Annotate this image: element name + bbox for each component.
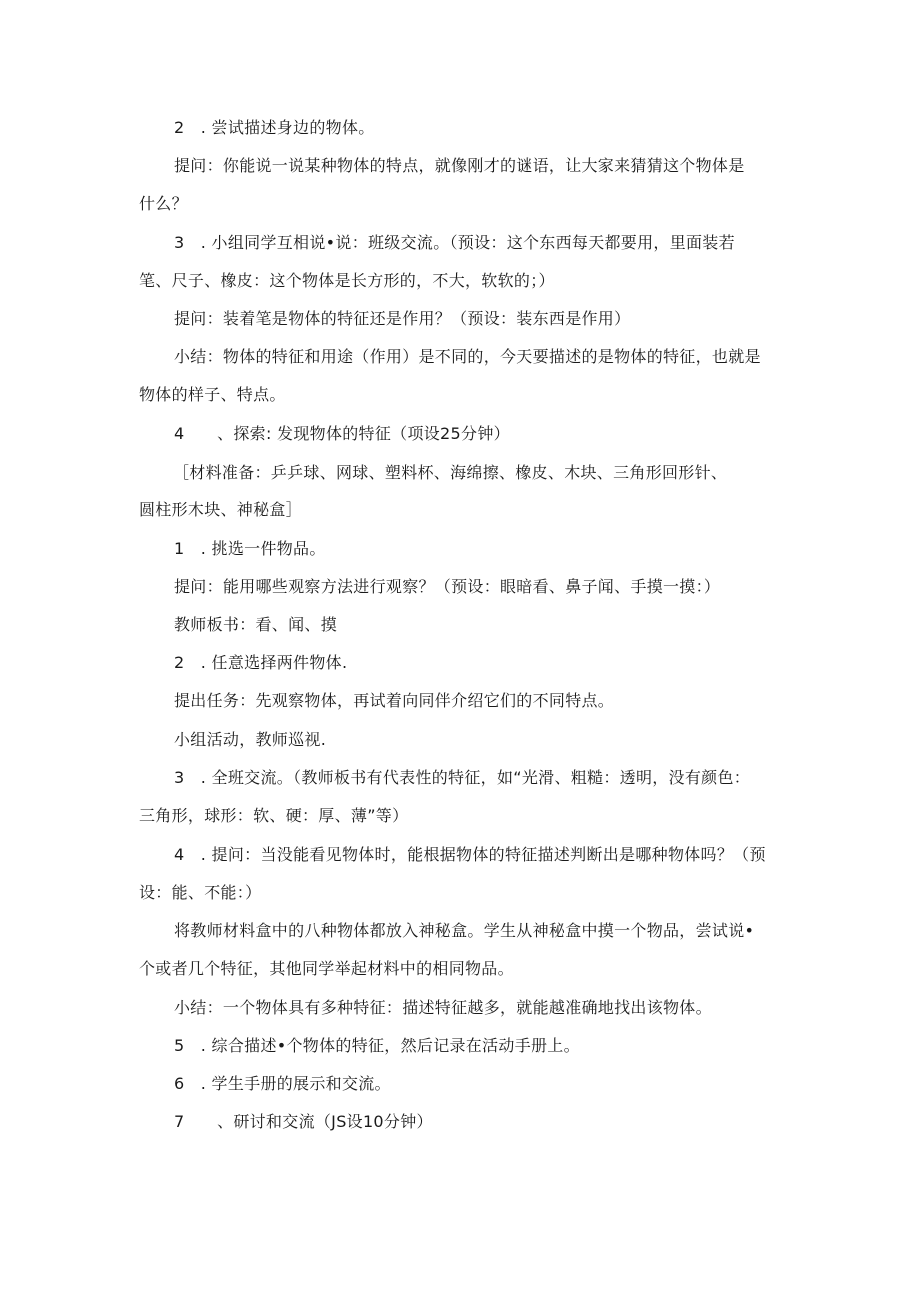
summary-feature-line-1: 小结：物体的特征和用途（作用）是不同的，今天要描述的是物体的特征，也就是 bbox=[174, 347, 761, 366]
step-3-group-talk-line-1: 3 . 小组同学互相说•说：班级交流。（预设：这个东西每天都要用，里面装若 bbox=[174, 233, 735, 252]
question-observation-methods: 提问：能用哪些观察方法进行观察？（预设：眼暗看、鼻子闻、手摸一摸：） bbox=[174, 577, 721, 596]
step-3-class-share-line-2: 三角形，球形：软、硬：厚、薄”等） bbox=[139, 806, 409, 825]
mystery-box-line-2: 个或者几个特征，其他同学举起材料中的相同物品。 bbox=[139, 959, 514, 978]
step-1-pick-item: 1 . 挑选一件物品。 bbox=[174, 539, 326, 558]
teacher-board-note: 教师板书：看、闻、摸 bbox=[174, 615, 338, 634]
mystery-box-line-1: 将教师材料盒中的八种物体都放入神秘盒。学生从神秘盒中摸一个物品，尝试说• bbox=[174, 921, 755, 940]
step-4-question-line-1: 4 . 提问：当没能看见物体时，能根据物体的特征描述判断出是哪种物体吗？（预 bbox=[174, 845, 766, 864]
group-activity: 小组活动，教师巡视. bbox=[174, 730, 327, 749]
step-4-question-line-2: 设：能、不能：） bbox=[139, 883, 262, 902]
section-7-discuss: 7 、研讨和交流（JS设10分钟） bbox=[174, 1112, 433, 1131]
step-3-group-talk-line-2: 笔、尺子、橡皮：这个物体是长方形的，不大，软软的；） bbox=[139, 271, 555, 290]
step-6-show-share: 6 . 学生手册的展示和交流。 bbox=[174, 1074, 391, 1093]
summary-feature-line-2: 物体的样子、特点。 bbox=[139, 385, 286, 404]
materials-line-2: 圆柱形木块、神秘盒］ bbox=[139, 500, 303, 519]
step-2-describe-objects: 2 . 尝试描述身边的物体。 bbox=[174, 118, 375, 137]
step-5-describe-record: 5 . 综合描述•个物体的特征，然后记录在活动手册上。 bbox=[174, 1036, 580, 1055]
materials-line-1: ［材料准备：乒乒球、网球、塑料杯、海绵擦、橡皮、木块、三角形回形针、 bbox=[173, 463, 728, 482]
question-riddle-line-2: 什么？ bbox=[139, 194, 188, 213]
question-riddle-line-1: 提问：你能说一说某种物体的特点，就像刚才的谜语，让大家来猜猜这个物体是 bbox=[174, 156, 745, 175]
step-2-choose-two: 2 . 任意选择两件物体. bbox=[174, 653, 348, 672]
step-3-class-share-line-1: 3 . 全班交流。（教师板书有代表性的特征，如“光滑、粗糙：透明，没有颜色： bbox=[174, 768, 751, 787]
task-observe-introduce: 提出任务：先观察物体，再试着向同伴介绍它们的不同特点。 bbox=[174, 691, 615, 710]
question-feature-or-use: 提问：装着笔是物体的特征还是作用？（预设：装东西是作用） bbox=[174, 309, 631, 328]
summary-multiple-features: 小结：一个物体具有多种特征：描述特征越多，就能越准确地找出该物体。 bbox=[174, 998, 712, 1017]
section-4-explore: 4 、探索: 发现物体的特征（项设25分钟） bbox=[174, 424, 510, 443]
